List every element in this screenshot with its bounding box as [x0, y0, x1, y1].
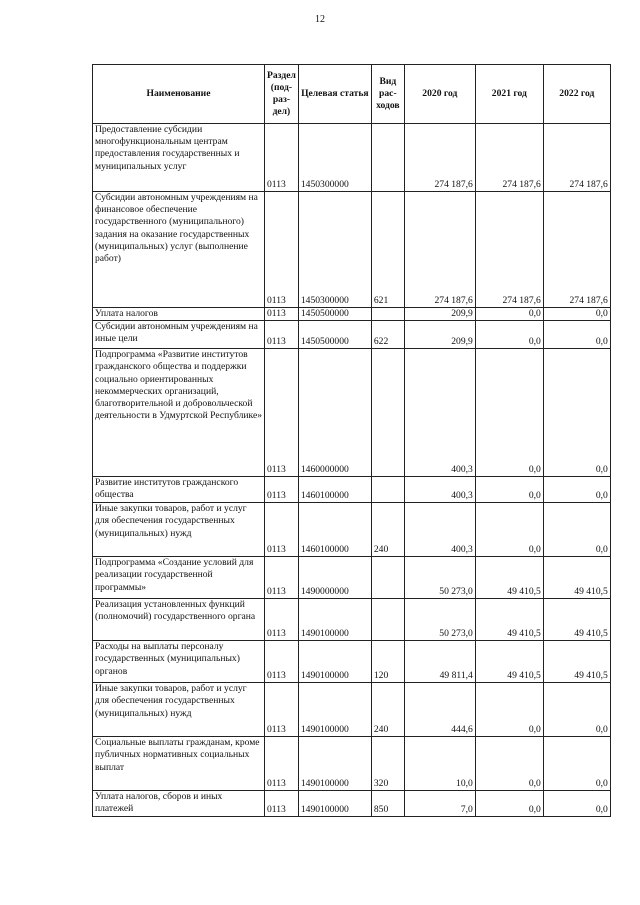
header-2022: 2022 год: [543, 65, 610, 124]
row-name: Подпрограмма «Развитие институтов гражданского общества и поддержки социально ориентированных некоммерческих организаций, благотворительной и добровольческой деятельности в Удмуртской Республике»: [93, 349, 265, 477]
header-2021: 2021 год: [475, 65, 543, 124]
row-2020: 209,9: [404, 308, 475, 321]
row-name: Уплата налогов, сборов и иных платежей: [93, 791, 265, 817]
row-section: 0113: [265, 308, 299, 321]
row-2020: 10,0: [404, 737, 475, 791]
row-2021: 0,0: [475, 477, 543, 503]
row-target: 1460100000: [298, 503, 371, 557]
row-type: [371, 308, 404, 321]
row-name: Подпрограмма «Создание условий для реализации государственной программы»: [93, 557, 265, 599]
row-2022: 49 410,5: [543, 557, 610, 599]
row-type: [371, 124, 404, 192]
row-type: 622: [371, 321, 404, 349]
row-section: 0113: [265, 683, 299, 737]
table-row: [93, 192, 611, 308]
row-name: Предоставление субсидии многофункциональным центрам предоставления государственных и муниципальных услуг: [93, 124, 265, 192]
table-row: [93, 321, 611, 349]
row-target: 1450300000: [298, 192, 371, 308]
row-name: Субсидии автономным учреждениям на финансовое обеспечение государственного (муниципального) задания на оказание государственных (муниципальных) услуг (выполнение работ): [93, 192, 265, 308]
row-section: 0113: [265, 124, 299, 192]
row-section: 0113: [265, 349, 299, 477]
row-2021: 0,0: [475, 683, 543, 737]
row-section: 0113: [265, 599, 299, 641]
row-2020: 50 273,0: [404, 557, 475, 599]
row-target: 1460000000: [298, 349, 371, 477]
row-name: Реализация установленных функций (полномочий) государственного органа: [93, 599, 265, 641]
row-section: 0113: [265, 477, 299, 503]
row-2021: 0,0: [475, 791, 543, 817]
page-number: 12: [315, 14, 325, 25]
row-2022: 0,0: [543, 308, 610, 321]
row-target: 1450500000: [298, 321, 371, 349]
row-2020: 274 187,6: [404, 124, 475, 192]
row-name: Субсидии автономным учреждениям на иные цели: [93, 321, 265, 349]
header-type: Вид рас-ходов: [371, 65, 404, 124]
row-name: Развитие институтов гражданского общества: [93, 477, 265, 503]
row-section: 0113: [265, 503, 299, 557]
row-2022: 274 187,6: [543, 192, 610, 308]
row-type: 850: [371, 791, 404, 817]
table-row: [93, 683, 611, 737]
row-2020: 50 273,0: [404, 599, 475, 641]
row-type: [371, 557, 404, 599]
row-2020: 49 811,4: [404, 641, 475, 683]
row-type: [371, 477, 404, 503]
row-type: 320: [371, 737, 404, 791]
row-type: 120: [371, 641, 404, 683]
row-target: 1450500000: [298, 308, 371, 321]
row-2021: 49 410,5: [475, 641, 543, 683]
row-section: 0113: [265, 557, 299, 599]
table-row: [93, 308, 611, 321]
header-section: Раздел (под-раз-дел): [265, 65, 299, 124]
row-target: 1490000000: [298, 557, 371, 599]
row-2020: 7,0: [404, 791, 475, 817]
row-2020: 400,3: [404, 503, 475, 557]
row-type: [371, 599, 404, 641]
row-2022: 0,0: [543, 791, 610, 817]
row-target: 1490100000: [298, 641, 371, 683]
row-name: Социальные выплаты гражданам, кроме публичных нормативных социальных выплат: [93, 737, 265, 791]
row-2021: 0,0: [475, 321, 543, 349]
table-row: [93, 557, 611, 599]
row-type: 621: [371, 192, 404, 308]
header-target: Целевая статья: [298, 65, 371, 124]
row-name: Иные закупки товаров, работ и услуг для обеспечения государственных (муниципальных) нужд: [93, 683, 265, 737]
row-2020: 274 187,6: [404, 192, 475, 308]
row-2022: 0,0: [543, 683, 610, 737]
row-2020: 400,3: [404, 477, 475, 503]
row-2020: 209,9: [404, 321, 475, 349]
header-2020: 2020 год: [404, 65, 475, 124]
row-2020: 400,3: [404, 349, 475, 477]
row-target: 1490100000: [298, 599, 371, 641]
row-section: 0113: [265, 791, 299, 817]
row-target: 1490100000: [298, 791, 371, 817]
row-2021: 0,0: [475, 349, 543, 477]
budget-table: [92, 64, 611, 817]
row-2021: 0,0: [475, 308, 543, 321]
row-2022: 0,0: [543, 503, 610, 557]
row-2021: 0,0: [475, 503, 543, 557]
row-name: Иные закупки товаров, работ и услуг для обеспечения государственных (муниципальных) нужд: [93, 503, 265, 557]
row-2021: 274 187,6: [475, 192, 543, 308]
row-type: 240: [371, 503, 404, 557]
row-section: 0113: [265, 737, 299, 791]
row-2022: 0,0: [543, 349, 610, 477]
table-row: [93, 641, 611, 683]
table-row: [93, 124, 611, 192]
row-2022: 49 410,5: [543, 641, 610, 683]
row-name: Расходы на выплаты персоналу государственных (муниципальных) органов: [93, 641, 265, 683]
table-row: [93, 599, 611, 641]
row-type: [371, 349, 404, 477]
row-2022: 0,0: [543, 737, 610, 791]
row-target: 1490100000: [298, 737, 371, 791]
row-section: 0113: [265, 192, 299, 308]
row-section: 0113: [265, 641, 299, 683]
row-2022: 0,0: [543, 477, 610, 503]
row-2021: 49 410,5: [475, 557, 543, 599]
row-2022: 274 187,6: [543, 124, 610, 192]
row-2022: 49 410,5: [543, 599, 610, 641]
table-row: [93, 737, 611, 791]
row-2021: 274 187,6: [475, 124, 543, 192]
row-target: 1450300000: [298, 124, 371, 192]
table-row: [93, 477, 611, 503]
table-row: [93, 503, 611, 557]
row-target: 1460100000: [298, 477, 371, 503]
row-2021: 49 410,5: [475, 599, 543, 641]
row-type: 240: [371, 683, 404, 737]
row-2022: 0,0: [543, 321, 610, 349]
row-target: 1490100000: [298, 683, 371, 737]
table-row: [93, 791, 611, 817]
table-row: [93, 349, 611, 477]
row-name: Уплата налогов: [93, 308, 265, 321]
row-section: 0113: [265, 321, 299, 349]
row-2020: 444,6: [404, 683, 475, 737]
row-2021: 0,0: [475, 737, 543, 791]
table-header-row: [93, 65, 611, 124]
header-name: Наименование: [93, 65, 265, 124]
